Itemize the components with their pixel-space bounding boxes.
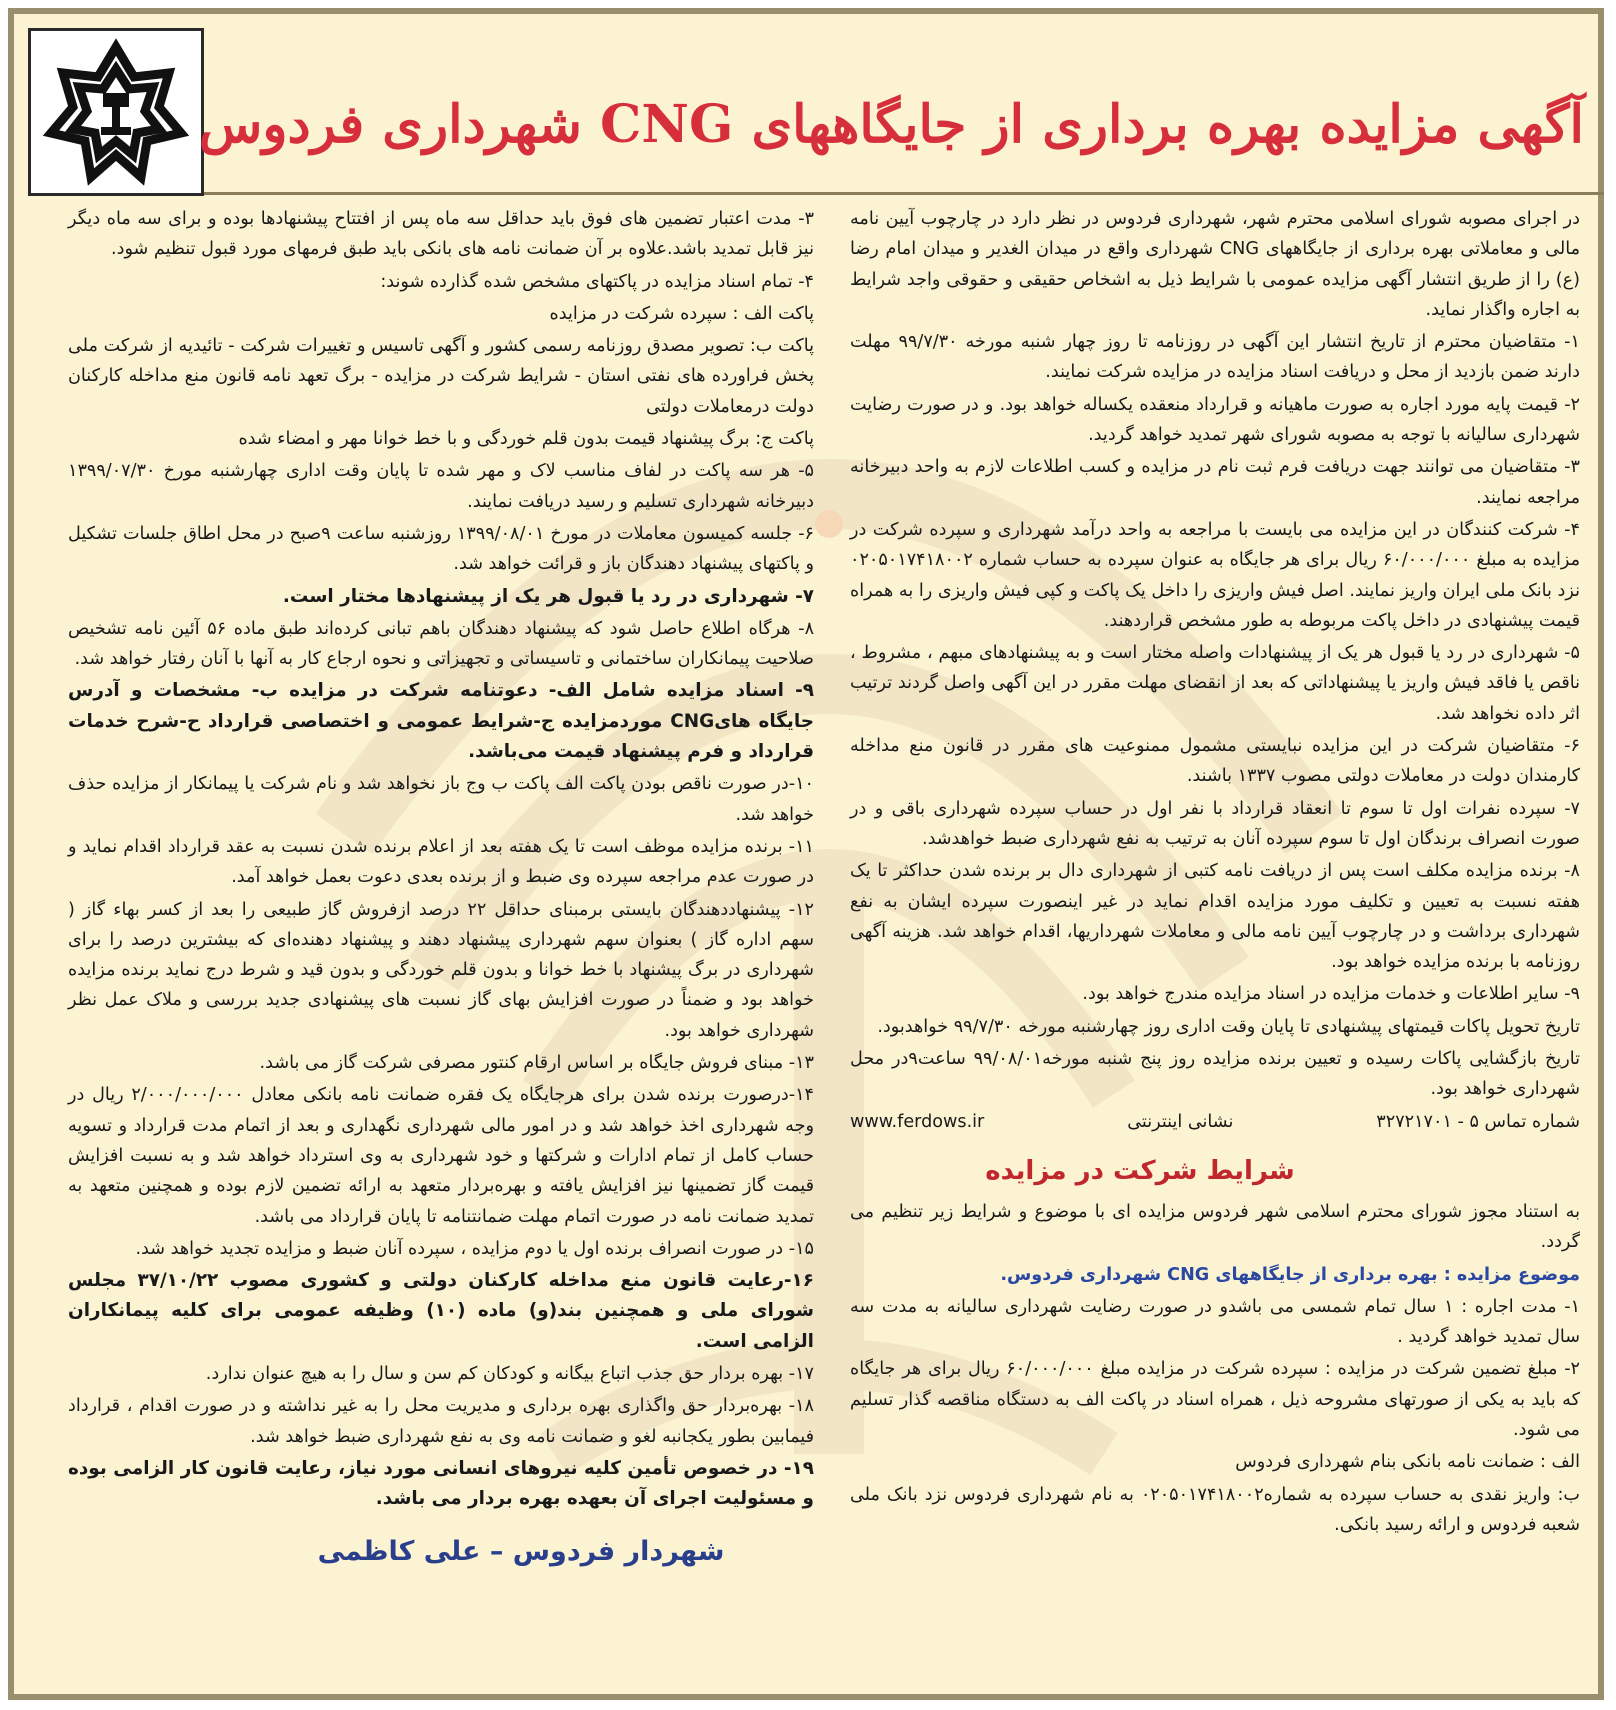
left-column <box>68 204 814 1699</box>
list-item: ۱۱- برنده مزایده موظف است تا یک هفته بعد از اعلام برنده شدن نسبت به عقد قرارداد اقدام نماید و در صورت عدم مراجعه سپرده وی ضبط و از برنده بعدی دعوت بعمل خواهد آمد. <box>68 836 814 888</box>
list-item: ۶- جلسه کمیسون معاملات در مورخ ۱۳۹۹/۰۸/۰۱ روزشنبه ساعت ۹صبح در محل اطاق جلسات تشکیل و پاکتهای پیشنهاد دهندگان باز و قرائت خواهد شد. <box>68 523 814 575</box>
list-item: ۲- قیمت پایه مورد اجاره به صورت ماهیانه و قرارداد منعقده یکساله خواهد بود. و در صورت رضایت شهرداری سالیانه با توجه به مصوبه شورای شهر تمدید خواهد گردید. <box>850 394 1580 446</box>
list-item: ۶- متقاضیان شرکت در این مزایده نبایستی مشمول ممنوعیت های مقرر در قانون منع مداخله کارمندان دولت در معاملات دولتی مصوب ۱۳۳۷ باشند. <box>850 736 1580 787</box>
signature: شهردار فردوس – علی کاظمی <box>317 1536 725 1568</box>
list-item: ۱- مدت اجاره : ۱ سال تمام شمسی می باشدو در صورت رضایت شهرداری سالیانه به مدت سه سال تمدید خواهد گردید . <box>850 1296 1581 1348</box>
list-item: ۸- برنده مزایده مکلف است پس از دریافت نامه کتبی از شهرداری دال بر برنده شدن حداکثر تا یک هفته نسبت به تعیین و تکلیف مورد مزایده اقدام نماید در غیر اینصورت سپرده ایشان به نفع شهرداری برداشت و در چارچوب آیین نامه مالی و معاملات شهرداریها، اقدام خواهد شد. هزینه آگهی روزنامه با برنده مزایده خواهد بود. <box>850 861 1580 973</box>
municipality-logo <box>28 28 204 196</box>
advertisement-frame <box>8 8 1604 1700</box>
list-item: ۱- متقاضیان محترم از تاریخ انتشار این آگهی در روزنامه تا روز چهار شنبه مورخه ۹۹/۷/۳۰ مهلت دارند ضمن بازدید از محل و دریافت اسناد مزایده در مزایده شرکت نمایند. <box>850 332 1580 383</box>
auction-subject: موضوع مزایده : بهره برداری از جایگاههای CNG شهرداری فردوس. <box>1000 1264 1580 1285</box>
right-column <box>850 204 1580 1699</box>
contact-phone: شماره تماس ۵ - ۳۲۷۲۱۷۰۱ <box>1376 1111 1580 1132</box>
list-item: ۱۰-در صورت ناقص بودن پاکت الف پاکت ب وج باز نخواهد شد و نام شرکت یا پیمانکار از مزایده حذف خواهد شد. <box>68 774 814 825</box>
conditions-intro: به استناد مجوز شورای محترم اسلامی شهر فردوس مزایده ای با موضوع و شرایط زیر تنظیم می گردد. <box>850 1201 1580 1253</box>
list-item: ۷- شهرداری در رد یا قبول هر یک از پیشنهادها مختار است. <box>282 585 814 607</box>
list-item: ۱۲- پیشنهاددهندگان بایستی برمبنای حداقل ۲۲ درصد ازفروش گاز طبیعی را بعد از کسر بهاء گاز ( سهم اداره گاز ) بعنوان سهم شهرداری پیشنهاد دهند و پیشنهاد دهنده‌ای که بیشترین درصد را برای شهرداری در برگ پیشنهاد با خط خوانا و بدون قلم خوردگی و بدون قید و شرط درج نماید برنده مزایده خواهد بود و ضمناً در صورت افزایش بهای گاز نسبت های پیشنهادی جدید بررسی و ملاک عمل نظر شهرداری خواهد بود. <box>68 899 814 1041</box>
website-link[interactable]: www.ferdows.ir <box>850 1111 985 1132</box>
list-item: پاکت الف : سپرده شرکت در مزایده <box>549 303 814 324</box>
list-item: الف : ضمانت نامه بانکی بنام شهرداری فردوس <box>1235 1452 1580 1473</box>
list-item: تاریخ بازگشایی پاکات رسیده و تعیین برنده مزایده روز پنج شنبه مورخه۹۹/۰۸/۰۱ ساعت۹در محل شهرداری خواهد بود. <box>850 1049 1580 1100</box>
left-items <box>68 204 814 1514</box>
list-item: ۹- اسناد مزایده شامل الف- دعوتنامه شرکت در مزایده ب- مشخصات و آدرس جایگاه هایCNG موردمزایده ج-شرایط عمومی و اختصاصی قرارداد ح-شرح خدمات قرارداد و فرم پیشنهاد قیمت می‌باشد. <box>68 680 815 763</box>
list-item: ۳- متقاضیان می توانند جهت دریافت فرم ثبت نام در مزایده و کسب اطلاعات لازم به واحد دبیرخانه مراجعه نمایند. <box>850 457 1580 508</box>
list-item: ۱۳- مبنای فروش جایگاه بر اساس ارقام کنتور مصرفی شرکت گاز می باشد. <box>259 1053 814 1074</box>
conditions-heading: شرایط شرکت در مزایده <box>985 1155 1295 1186</box>
list-item: ۱۷- بهره بردار حق جذب اتباع بیگانه و کودکان کم سن و سال را به هیچ عنوان ندارد. <box>205 1363 814 1384</box>
title-divider <box>204 192 1604 195</box>
list-item: ۷- سپرده نفرات اول تا سوم تا انعقاد قرارداد با نفر اول در حساب سپرده شهرداری باقی و در صورت انصراف برندگان اول تا سوم سپرده آنان به ترتیب به نفع شهرداری ضبط خواهدشد. <box>850 798 1580 849</box>
list-item: ۳- مدت اعتبار تضمین های فوق باید حداقل سه ماه پس از افتتاح پیشنهادها بوده و برای سه ماه دیگر نیز قابل تمدید باشد.علاوه بر آن ضمانت نامه های بانکی باید طبق فرمهای مورد قبول تنظیم شود. <box>68 209 814 260</box>
list-item: پاکت ج: برگ پیشنهاد قیمت بدون قلم خوردگی و با خط خوانا مهر و امضاء شده <box>238 429 814 450</box>
star-emblem-icon <box>41 37 191 187</box>
list-item: ۴- تمام اسناد مزایده در پاکتهای مشخص شده گذارده شوند: <box>380 271 814 292</box>
list-item: ۱۶-رعایت قانون منع مداخله کارکنان دولتی و کشوری مصوب ۳۷/۱۰/۲۲ مجلس شورای ملی و همچنین بند(و) ماده (۱۰) وظیفه عمومی برای کلیه پیمانکاران الزامی است. <box>68 1270 814 1352</box>
page-title: آگهی مزایده بهره برداری از جایگاههای CNG شهرداری فردوس <box>198 94 1584 155</box>
list-item: ۸- هرگاه اطلاع حاصل شود که پیشنهاد دهندگان باهم تبانی کرده‌اند طبق ماده ۵۶ آئین نامه تشخیص صلاحیت پیمانکاران ساختمانی و تاسیساتی و تجهیزاتی و نحوه ارجاع کار به آنها با آنان رفتار خواهد شد. <box>68 618 815 670</box>
list-item: ۱۵- در صورت انصراف برنده اول یا دوم مزایده ، سپرده آنان ضبط و مزایده تجدید خواهد شد. <box>135 1238 814 1259</box>
list-item: ب: واریز نقدی به حساب سپرده به شماره۰۲۰۵۰۱۷۴۱۸۰۰۲ به نام شهرداری فردوس نزد بانک ملی شعبه فردوس و ارائه رسید بانکی. <box>850 1484 1580 1535</box>
contact-web-label: نشانی اینترنتی <box>1127 1111 1234 1132</box>
list-item: ۹- سایر اطلاعات و خدمات مزایده در اسناد مزایده مندرج خواهد بود. <box>1082 984 1580 1005</box>
list-item: پاکت ب: تصویر مصدق روزنامه رسمی کشور و آگهی تاسیس و تغییرات شرکت - تائیدیه از شرکت ملی پخش فراورده های نفتی استان - شرایط شرکت در مزایده - برگ تعهد نامه قانون منع مداخله کارکنان دولت درمعاملات دولتی <box>68 336 814 417</box>
list-item: ۱۹- در خصوص تأمین کلیه نیروهای انسانی مورد نیاز، رعایت قانون کار الزامی بوده و مسئولیت اجرای آن بعهده بهره بردار می باشد. <box>68 1457 814 1510</box>
intro-paragraph: در اجرای مصوبه شورای اسلامی محترم شهر، شهرداری فردوس در نظر دارد در چارچوب آیین نامه مالی و معاملاتی بهره برداری از جایگاههای CNG شهرداری واقع در میدان الغدیر و میدان امام رضا (ع) را از طریق انتشار آگهی مزایده عمومی با شرایط ذیل به اشخاص حقیقی و حقوقی واجد شرایط به اجاره واگذار نماید. <box>850 209 1580 320</box>
contact-line <box>850 1107 1580 1137</box>
list-item: تاریخ تحویل پاکات قیمتهای پیشنهادی تا پایان وقت اداری روز چهارشنبه مورخه ۹۹/۷/۳۰ خواهدبود. <box>877 1016 1580 1037</box>
list-item: ۲- مبلغ تضمین شرکت در مزایده : سپرده شرکت در مزایده مبلغ ۶۰/۰۰۰/۰۰۰ ریال برای هر جایگاه که باید به یکی از صورتهای مشروحه ذیل ، همراه اسناد در پاکت الف به دستگاه مناقصه گذار تسلیم می شود. <box>850 1359 1580 1440</box>
list-item: ۵- هر سه پاکت در لفاف مناسب لاک و مهر شده تا پایان وقت اداری چهارشنبه مورخ ۱۳۹۹/۰۷/۳۰ دبیرخانه شهرداری تسلیم و رسید دریافت نمایند. <box>68 461 814 512</box>
list-item: ۱۸- بهره‌بردار حق واگذاری بهره برداری و مدیریت محل را به غیر نداشته و در صورت اقدام ، قرارداد فیمابین بطور یکجانبه لغو و ضمانت نامه وی به نفع شهرداری ضبط خواهد شد. <box>68 1396 814 1447</box>
list-item: ۱۴-درصورت برنده شدن برای هرجایگاه یک فقره ضمانت نامه بانکی معادل ۲/۰۰۰/۰۰۰/۰۰۰ ریال در وجه شهرداری اخذ خواهد شد و در امور مالی شهرداری نگهداری و بعد از اتمام مدت قرارداد و تسویه حساب کامل از تمام ادارات و شرکتها و خود شهرداری به وی استرداد خواهد شد و به نسبت افزایش قیمت گاز تضمینها نیز افزایش یافته و بهره‌بردار متعهد به ارائه تضمین لازم بوده و همچنین متعهد به تمدید ضمانت نامه در صورت اتمام مهلت ضمانتنامه تا پایان قرارداد می باشد. <box>68 1085 814 1227</box>
list-item: ۴- شرکت کنندگان در این مزایده می بایست با مراجعه به واحد درآمد شهرداری و سپرده شرکت در مزایده به مبلغ ۶۰/۰۰۰/۰۰۰ ریال برای هر جایگاه به عنوان سپرده به حساب شماره ۰۲۰۵۰۱۷۴۱۸۰۰۲ نزد بانک ملی ایران واریز نمایند. اصل فیش واریزی را داخل یک پاکت و کپی فیش واریزی را به همراه قیمت پیشنهادی در داخل پاکت مربوطه به طور مشخص قراردهند. <box>850 519 1581 631</box>
list-item: ۵- شهرداری در رد یا قبول هر یک از پیشنهادات واصله مختار است و به پیشنهادهای مبهم ، مشروط ، ناقص یا فاقد فیش واریز یا پیشنهاداتی که بعد از انقضای مهلت مقرر در این آگهی واصل گردند ترتیب اثر داده نخواهد شد. <box>850 643 1580 724</box>
